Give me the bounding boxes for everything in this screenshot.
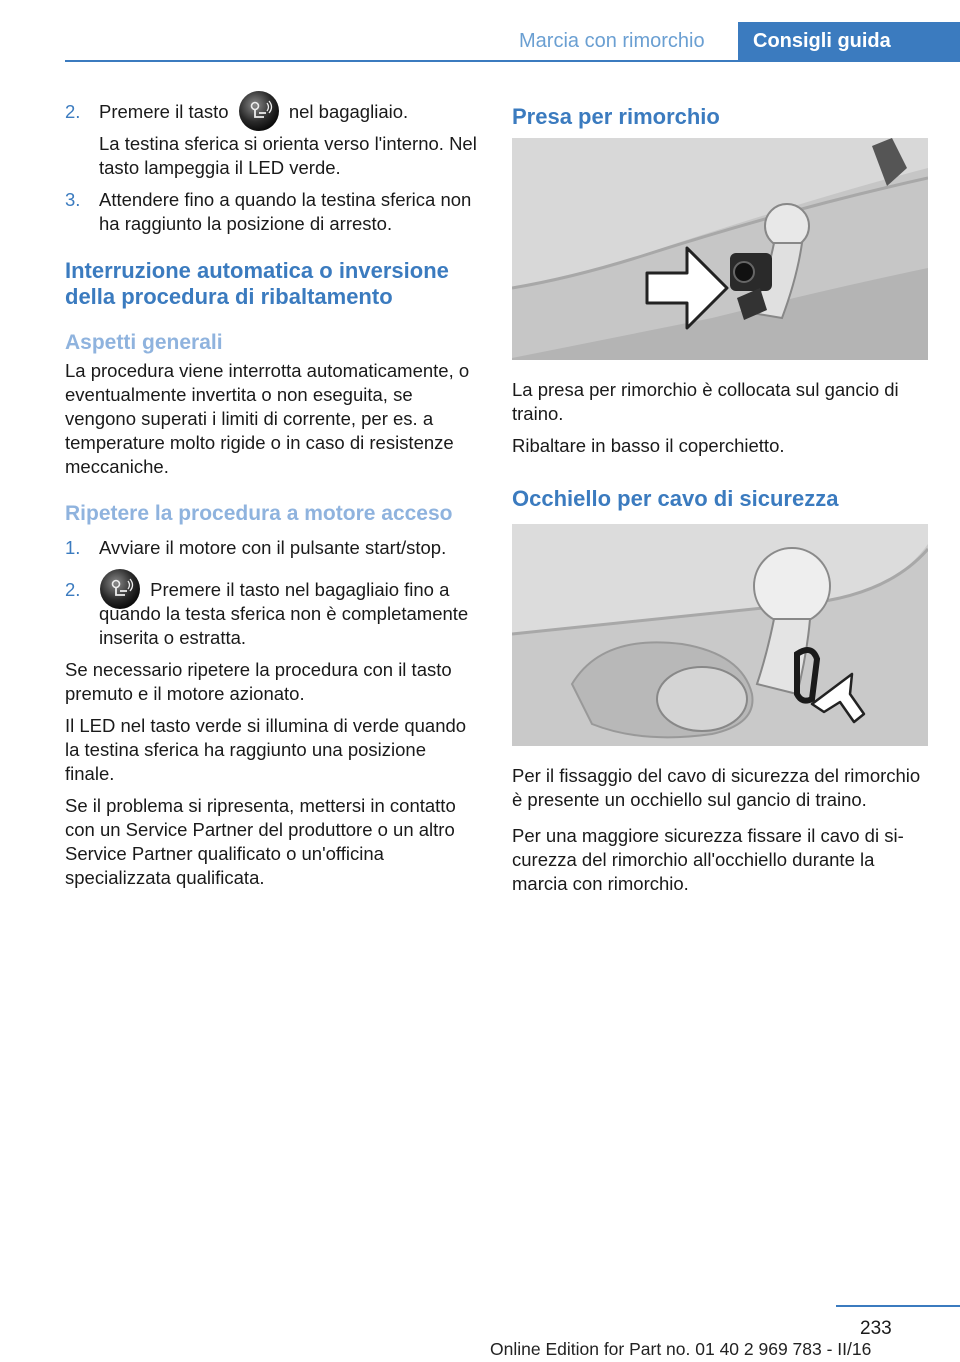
section-heading: Occhiello per cavo di sicurezza	[512, 486, 839, 511]
step-text-part: nel bagagliaio.	[288, 101, 409, 122]
tow-hitch-button-icon	[238, 90, 280, 132]
safety-cable-eyelet-illustration	[512, 524, 928, 746]
paragraph: Se il problema si ripresenta, mettersi in contatto con un Service Partner del produttore o un altro Service Partner qualificato o un'officina specializzata qualificata.	[65, 795, 456, 889]
list-number: 3.	[65, 189, 81, 211]
trailer-socket-illustration	[512, 138, 928, 360]
step-text	[99, 100, 480, 124]
list-item	[65, 188, 480, 236]
edition-footer: Online Edition for Part no. 01 40 2 969 783 - II/16	[490, 1339, 872, 1359]
list-number: 1.	[65, 537, 81, 559]
subsection-heading: Aspetti generali	[65, 331, 223, 355]
section-heading: Presa per rimorchio	[512, 104, 720, 129]
header-chapter-tab	[738, 22, 960, 62]
step-text-part: Premere il tasto nel bagagliaio fino a quando la testa sferica non è completamente inserita o estratta.	[99, 579, 469, 649]
right-column	[512, 100, 928, 904]
list-item	[65, 578, 480, 650]
paragraph: Per una maggiore sicurezza fissare il cavo di sicurezza del rimorchio all'occhiello durante la marcia con rimorchio.	[512, 825, 904, 894]
list-item	[65, 100, 480, 180]
paragraph: La presa per rimorchio è collocata sul gancio di traino.	[512, 379, 899, 424]
paragraph: Se necessario ripetere la procedura con il tasto premuto e il motore azionato.	[65, 659, 452, 705]
safety-cable-eyelet-image	[512, 524, 928, 746]
paragraph: Il LED nel tasto verde si illumina di verde quando la testina sferica ha raggiunto una posizione finale.	[65, 715, 467, 785]
list-number: 2.	[65, 579, 81, 601]
footer-rule	[836, 1305, 960, 1307]
header-rule	[65, 60, 960, 62]
paragraph: Per il fissaggio del cavo di sicurezza del rimorchio è presente un occhiello sul gancio di traino.	[512, 765, 921, 810]
header-section-title: Marcia con rimorchio	[519, 30, 705, 52]
step-text-part: Premere il tasto	[99, 101, 229, 122]
trailer-socket-image	[512, 138, 928, 360]
step-text: Avviare il motore con il pulsante start/stop.	[99, 537, 447, 559]
step-text: Attendere fino a quando la testina sferica non ha raggiunto la posizione di arresto.	[99, 189, 472, 235]
header-chapter-label: Consigli guida	[753, 30, 891, 52]
list-number: 2.	[65, 101, 81, 122]
paragraph: La procedura viene interrotta automaticamente, o eventualmente invertita o non eseguita, se vengono superati i limiti di corrente, per es. a temperature molto rigide o in caso di resistenze meccaniche.	[65, 360, 470, 478]
paragraph: Ribaltare in basso il coperchietto.	[512, 435, 785, 456]
left-column	[65, 100, 480, 898]
step-text	[99, 578, 480, 650]
step-text: La testina sferica si orienta verso l'interno. Nel tasto lampeggia il LED verde.	[99, 133, 477, 179]
list-item	[65, 536, 480, 560]
subsection-heading: Ripetere la procedura a motore acceso	[65, 502, 453, 526]
page-number: 233	[860, 1318, 892, 1339]
section-heading: Interruzione automatica o inversione della procedura di ribaltamento	[65, 258, 449, 310]
